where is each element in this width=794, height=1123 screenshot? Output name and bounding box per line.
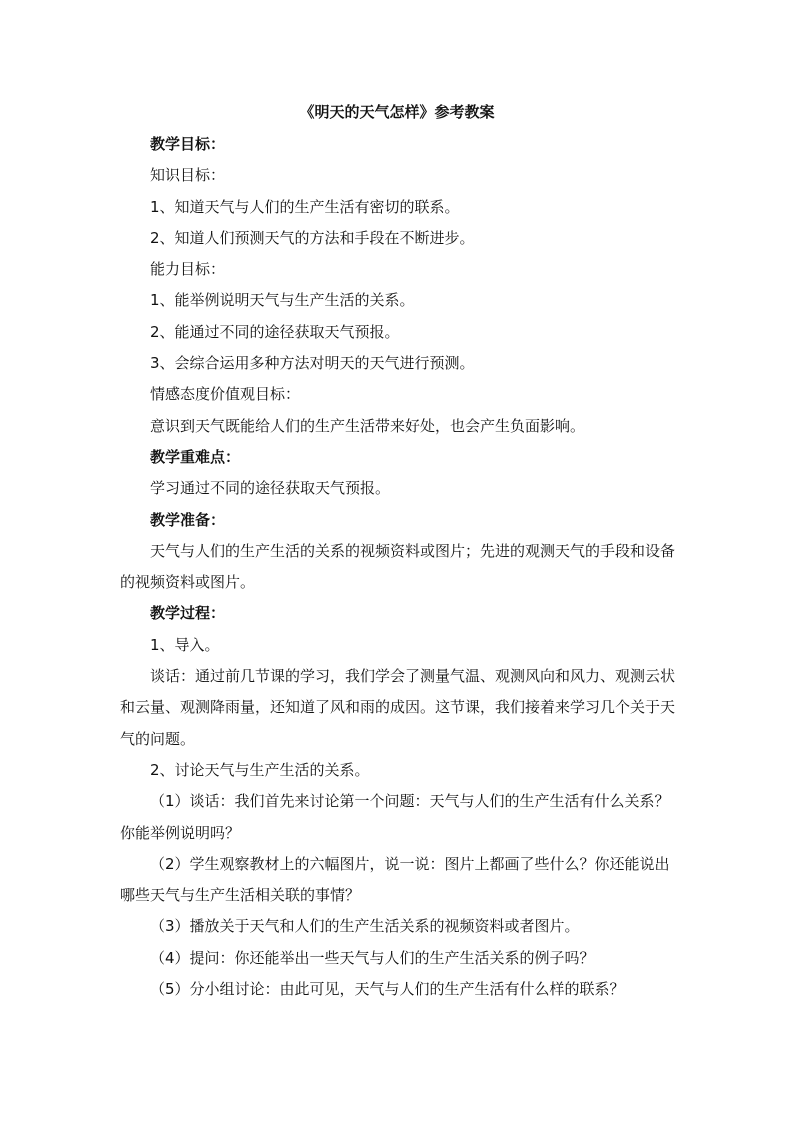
paragraph: 天气与人们的生产生活的关系的视频资料或图片；先进的观测天气的手段和设备的视频资料或图片。 [120,541,676,592]
paragraph: 谈话：通过前几节课的学习，我们学会了测量气温、观测风向和风力、观测云状和云量、观测降雨量，还知道了风和雨的成因。这节课，我们接着来学习几个关于天气的问题。 [120,667,676,748]
paragraph: 教学目标： [150,135,226,153]
paragraph: 情感态度价值观目标： [150,385,301,404]
paragraph: 1、导入。 [150,635,220,654]
paragraph: 2、讨论天气与生产生活的关系。 [150,760,370,779]
paragraph: 3、会综合运用多种方法对明天的天气进行预测。 [150,354,475,373]
paragraph: （3）播放关于天气和人们的生产生活关系的视频资料或者图片。 [150,917,580,936]
paragraph: 能力目标： [150,260,226,279]
paragraph: 2、知道人们预测天气的方法和手段在不断进步。 [150,228,475,247]
paragraph: （5）分小组讨论：由此可见，天气与人们的生产生活有什么样的联系？ [150,980,625,999]
paragraph: 学习通过不同的途径获取天气预报。 [150,479,391,498]
paragraph: 教学重难点： [150,447,241,466]
paragraph: 教学过程： [150,604,226,623]
document-title: 《明天的天气怎样》参考教案 [299,103,495,121]
paragraph: （2）学生观察教材上的六幅图片，说一说：图片上都画了些什么？你还能说出哪些天气与生产生活相关联的事情？ [120,854,670,905]
paragraph: 教学准备： [150,510,226,529]
paragraph: （4）提问：你还能举出一些天气与人们的生产生活关系的例子吗？ [150,948,595,967]
paragraph: 知识目标： [150,166,226,185]
paragraph: 1、能举例说明天气与生产生活的关系。 [150,291,415,310]
paragraph: （1）谈话：我们首先来讨论第一个问题：天气与人们的生产生活有什么关系？你能举例说明吗？ [120,792,670,842]
paragraph: 2、能通过不同的途径获取天气预报。 [150,322,400,341]
paragraph: 1、知道天气与人们的生产生活有密切的联系。 [150,197,460,216]
paragraph: 意识到天气既能给人们的生产生活带来好处，也会产生负面影响。 [150,416,586,435]
document-body [120,129,680,1005]
